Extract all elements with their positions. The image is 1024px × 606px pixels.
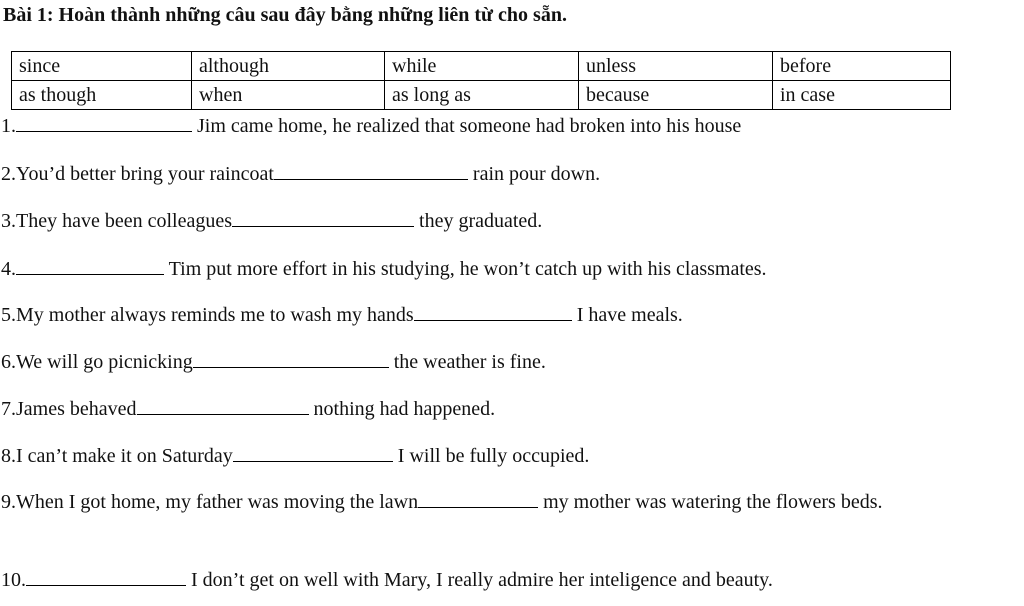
exercise-title: Bài 1: Hoàn thành những câu sau đây bằng những liên từ cho sẵn. (3, 4, 567, 26)
question-text-after: my mother was watering the flowers beds. (538, 491, 883, 513)
question-text-after: nothing had happened. (308, 398, 496, 420)
question-text-after: I have meals. (571, 304, 683, 326)
answer-blank[interactable] (418, 489, 538, 508)
question-text-after: Jim came home, he realized that someone had broken into his house (192, 115, 742, 137)
question-number: 7. (1, 398, 16, 420)
answer-blank[interactable] (274, 161, 468, 180)
question-number: 3. (1, 210, 16, 232)
word-bank-cell: while (385, 52, 579, 81)
question-4 (1, 256, 767, 281)
word-bank-cell: since (12, 52, 192, 81)
question-text-before: James behaved (16, 398, 137, 420)
question-number: 9. (1, 491, 16, 513)
question-8 (1, 443, 589, 468)
question-number: 1. (1, 115, 16, 137)
question-number: 6. (1, 351, 16, 373)
question-1 (1, 113, 741, 138)
question-number: 5. (1, 304, 16, 326)
word-bank-cell: when (192, 81, 385, 110)
question-number: 2. (1, 163, 16, 185)
question-text-before: My mother always reminds me to wash my hands (16, 304, 414, 326)
question-text-after: I don’t get on well with Mary, I really admire her inteligence and beauty. (186, 569, 773, 591)
word-bank-cell: although (192, 52, 385, 81)
word-bank-row (12, 52, 951, 81)
question-text-after: they graduated. (414, 210, 543, 232)
question-6 (1, 349, 546, 374)
word-bank-cell: unless (579, 52, 773, 81)
question-text-before: When I got home, my father was moving the lawn (16, 491, 419, 513)
question-text-before: They have been colleagues (16, 210, 233, 232)
answer-blank[interactable] (137, 396, 309, 415)
question-text-after: rain pour down. (467, 163, 601, 185)
word-bank-cell: because (579, 81, 773, 110)
answer-blank[interactable] (193, 349, 389, 368)
word-bank-row (12, 81, 951, 110)
question-3 (1, 208, 542, 233)
question-text-before: You’d better bring your raincoat (16, 163, 274, 185)
word-bank-cell: as long as (385, 81, 579, 110)
question-7 (1, 396, 495, 421)
question-5 (1, 302, 683, 327)
question-text-before: I can’t make it on Saturday (16, 445, 233, 467)
word-bank-cell: in case (773, 81, 951, 110)
question-2 (1, 161, 600, 186)
question-text-after: I will be fully occupied. (392, 445, 590, 467)
answer-blank[interactable] (16, 256, 164, 275)
question-text-before: We will go picnicking (16, 351, 193, 373)
answer-blank[interactable] (233, 443, 393, 462)
answer-blank[interactable] (414, 302, 572, 321)
answer-blank[interactable] (26, 567, 186, 586)
answer-blank[interactable] (16, 113, 192, 132)
word-bank-table (11, 51, 951, 110)
question-text-after: Tim put more effort in his studying, he won’t catch up with his classmates. (164, 258, 767, 280)
question-number: 8. (1, 445, 16, 467)
word-bank-cell: before (773, 52, 951, 81)
question-number: 4. (1, 258, 16, 280)
question-text-after: the weather is fine. (388, 351, 546, 373)
question-9 (1, 487, 1016, 517)
answer-blank[interactable] (232, 208, 414, 227)
question-10 (1, 567, 773, 592)
word-bank-cell: as though (12, 81, 192, 110)
question-number: 10. (1, 569, 26, 591)
